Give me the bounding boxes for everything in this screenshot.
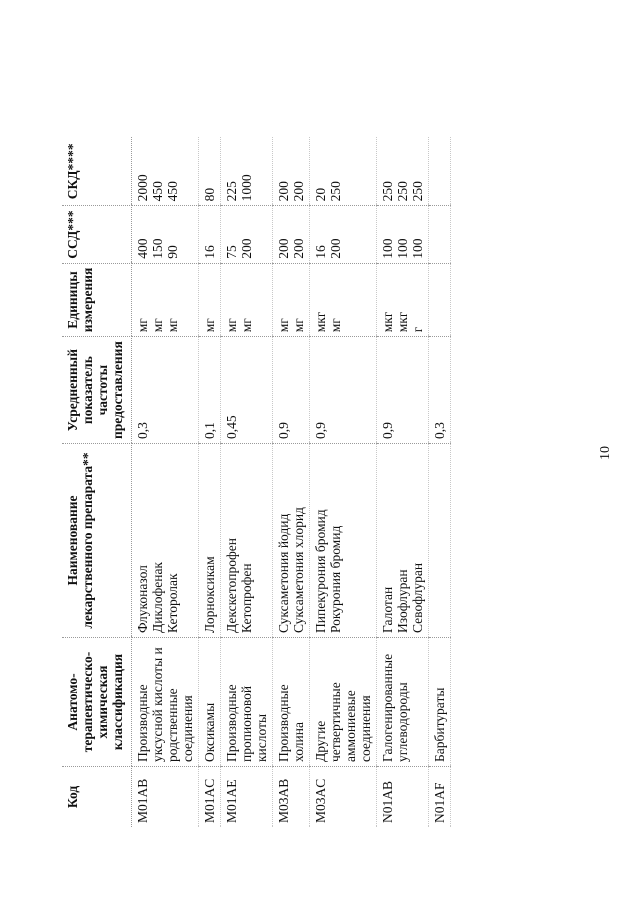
header-unit: Единицы измерения [62,263,132,337]
cell-classification: Производные холина [273,638,310,767]
cell-unit [429,263,451,337]
header-skd: СКД**** [62,137,132,206]
cell-frequency: 0,9 [377,337,429,444]
cell-skd-entry: 80 [202,187,217,202]
cell-unit-entry: мкг [313,311,328,333]
cell-drug-name-entry: Флуконазол [135,565,150,633]
header-frequency: Усредненный показатель частоты предоставления [62,337,132,444]
cell-unit [377,263,429,337]
cell-skd-entry: 250 [410,181,425,202]
cell-code: M03AC [310,767,377,828]
cell-classification: Барбитураты [429,638,451,767]
cell-ssd-entry: 200 [276,238,291,259]
cell-unit-entry: мкг [380,311,395,333]
header-ssd: ССД*** [62,206,132,263]
cell-frequency: 0,3 [429,337,451,444]
cell-skd [132,137,199,206]
cell-skd-entry: 250 [328,181,343,202]
cell-skd [273,137,310,206]
cell-drug-name-entry: Суксаметония хлорид [291,507,306,633]
cell-drug-name-entry: Севофлуран [410,562,425,633]
cell-skd-entry: 200 [276,181,291,202]
cell-ssd-entry: 200 [328,238,343,259]
cell-frequency: 0,3 [132,337,199,444]
drug-table [62,137,451,827]
cell-unit-entry: мг [291,318,306,333]
cell-ssd-entry: 400 [135,238,150,259]
cell-code: M03AB [273,767,310,828]
cell-unit-entry: мг [165,318,180,333]
cell-frequency: 0,45 [221,337,273,444]
cell-drug-name-entry: Лорноксикам [202,556,217,633]
cell-unit-entry: мг [224,318,239,333]
cell-unit-entry: мг [239,318,254,333]
cell-ssd [199,206,221,263]
cell-ssd-entry: 200 [239,238,254,259]
cell-skd-entry: 250 [380,181,395,202]
cell-unit-entry: мг [150,318,165,333]
cell-drug-name-entry: Кетопрофен [239,563,254,633]
cell-skd [221,137,273,206]
cell-unit [273,263,310,337]
cell-skd-entry: 2000 [135,174,150,202]
cell-unit [221,263,273,337]
cell-skd [377,137,429,206]
cell-unit-entry: мг [328,318,343,333]
cell-frequency: 0,1 [199,337,221,444]
cell-skd-entry: 20 [313,187,328,202]
cell-drug-name [429,444,451,638]
cell-skd-entry: 450 [150,181,165,202]
cell-drug-name-entry: Пипекурония бромид [313,509,328,633]
cell-drug-name-entry: Рокурония бромид [328,525,343,633]
cell-ssd-entry: 150 [150,238,165,259]
cell-classification: Производные пропионовой кислоты [221,638,273,767]
header-code: Код [62,767,132,828]
cell-unit [132,263,199,337]
cell-drug-name-entry: Диклофенак [150,562,165,633]
cell-skd-entry: 225 [224,181,239,202]
cell-classification: Другие четвертичные аммониевые соединения [310,638,377,767]
cell-drug-name-entry: Галотан [380,586,395,633]
cell-classification: Оксикамы [199,638,221,767]
cell-ssd [273,206,310,263]
cell-ssd-entry: 100 [395,238,410,259]
cell-frequency: 0,9 [310,337,377,444]
cell-skd-entry: 450 [165,181,180,202]
cell-skd [199,137,221,206]
table-row [221,137,273,827]
cell-classification: Производные уксусной кислоты и родственные соединения [132,638,199,767]
cell-drug-name [221,444,273,638]
cell-frequency: 0,9 [273,337,310,444]
cell-ssd-entry: 200 [291,238,306,259]
header-classification: Анатомо-терапевтическо-химическая классификация [62,638,132,767]
cell-ssd-entry: 16 [313,245,328,259]
cell-unit [199,263,221,337]
cell-ssd [310,206,377,263]
table-row [199,137,221,827]
cell-unit-entry: мкг [395,311,410,333]
cell-code: M01AE [221,767,273,828]
cell-code: N01AB [377,767,429,828]
cell-unit-entry: мг [276,318,291,333]
cell-drug-name [310,444,377,638]
cell-drug-name [273,444,310,638]
cell-ssd [221,206,273,263]
cell-skd-entry: 1000 [239,174,254,202]
cell-drug-name [132,444,199,638]
cell-unit-entry: мг [135,318,150,333]
cell-drug-name-entry: Изофлуран [395,569,410,633]
cell-skd-entry: 200 [291,181,306,202]
cell-ssd-entry: 75 [224,245,239,259]
cell-ssd-entry: 100 [410,238,425,259]
cell-drug-name [199,444,221,638]
cell-ssd [377,206,429,263]
header-drug-name: Наименование лекарственного препарата** [62,444,132,638]
table-row [429,137,451,827]
cell-ssd-entry: 100 [380,238,395,259]
cell-ssd-entry: 16 [202,245,217,259]
cell-skd [310,137,377,206]
cell-ssd-entry: 90 [165,245,180,259]
cell-drug-name-entry: Декскетопрофен [224,538,239,633]
table-header-row [62,137,132,827]
cell-ssd [429,206,451,263]
table-row [377,137,429,827]
table-row [273,137,310,827]
table-row [310,137,377,827]
cell-code: N01AF [429,767,451,828]
page-number: 10 [598,446,613,460]
cell-unit-entry: мг [202,318,217,333]
cell-code: M01AC [199,767,221,828]
table-body [132,137,451,827]
table-row [132,137,199,827]
cell-skd-entry: 250 [395,181,410,202]
cell-unit [310,263,377,337]
cell-unit-entry: г [410,326,425,333]
cell-skd [429,137,451,206]
cell-drug-name-entry: Кеторолак [165,573,180,633]
cell-ssd [132,206,199,263]
cell-classification: Галогенированные углеводороды [377,638,429,767]
cell-drug-name [377,444,429,638]
cell-drug-name-entry: Суксаметония йодид [276,513,291,633]
cell-code: M01AB [132,767,199,828]
